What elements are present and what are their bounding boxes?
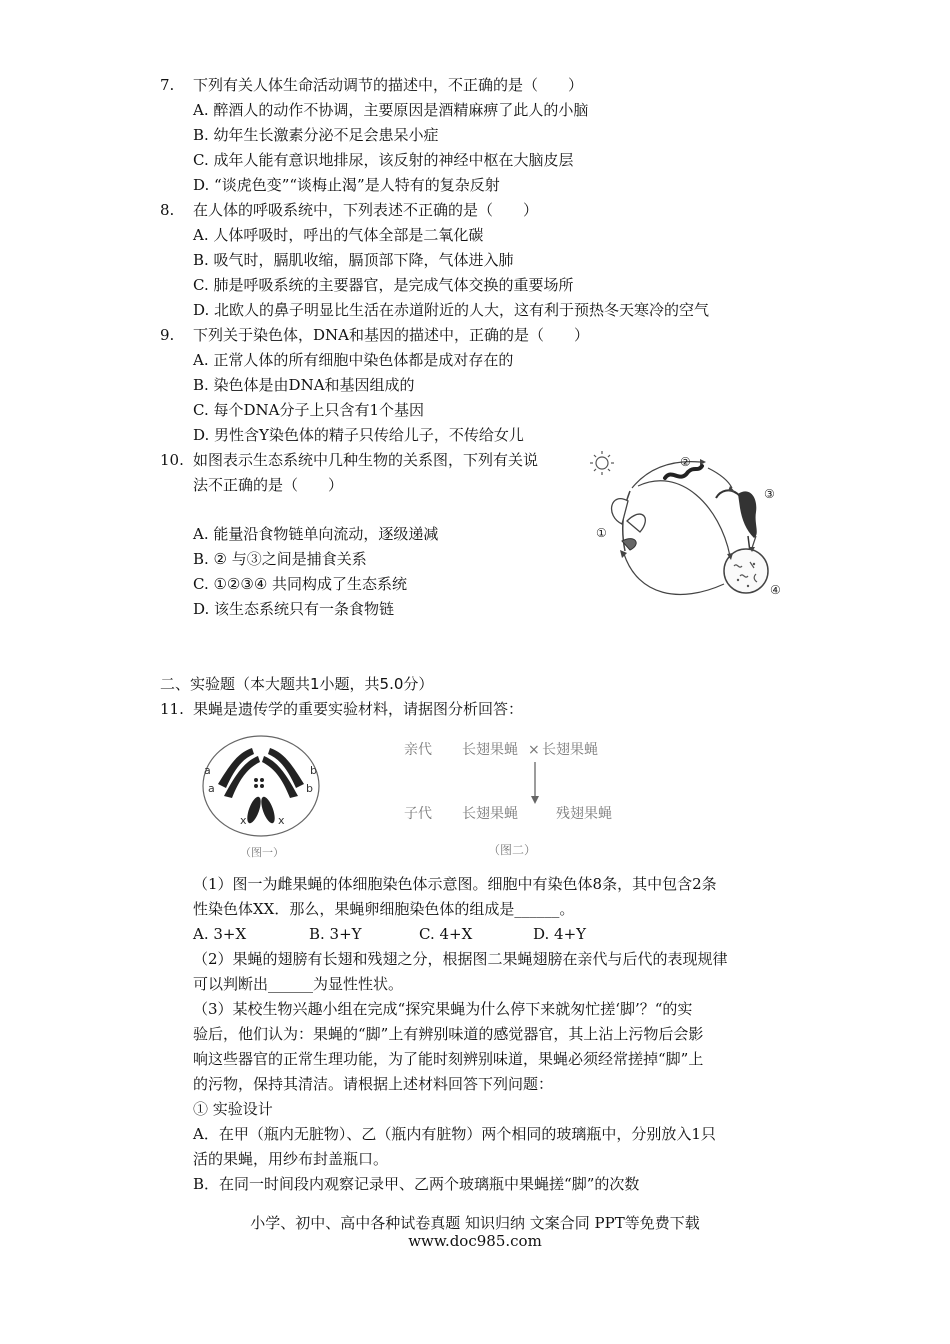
fig1-letter-x2: x [278, 814, 285, 827]
fig2-caption: （图二） [488, 843, 537, 857]
q9-option-b: B. 染色体是由DNA和基因组成的 [193, 376, 415, 394]
q10-option-d: D. 该生态系统只有一条食物链 [193, 600, 395, 618]
q11-part3-line4: 的污物，保持其清洁。请根据上述材料回答下列问题： [193, 1075, 554, 1093]
q7-stem: 下列有关人体生命活动调节的描述中，不正确的是（ ） [193, 76, 584, 94]
q11-stem: 果蝇是遗传学的重要实验材料，请据图分析回答： [193, 700, 524, 718]
q11-part1-options [193, 923, 586, 945]
q7-option-a: A. 醉酒人的动作不协调，主要原因是酒精麻痹了此人的小脑 [193, 101, 589, 119]
fig-label-4: ④ [770, 583, 781, 597]
q9-number: 9. [160, 326, 175, 344]
q10-number: 10. [160, 451, 184, 469]
fig2-parent-left: 长翅果蝇 [462, 742, 518, 758]
q8-stem: 在人体的呼吸系统中，下列表述不正确的是（ ） [193, 201, 539, 219]
fig1-letter-b2: b [306, 782, 313, 795]
q7-option-b: B. 幼年生长激素分泌不足会患呆小症 [193, 126, 439, 144]
q10-option-a: A. 能量沿食物链单向流动，逐级递减 [193, 525, 439, 543]
q10-option-b: B. ② 与③之间是捕食关系 [193, 550, 367, 568]
q8-option-a: A. 人体呼吸时，呼出的气体全部是二氧化碳 [193, 226, 484, 244]
fig1-letter-x1: x [240, 814, 247, 827]
q11-part1-option-b: B. 3+Y [309, 925, 362, 943]
q10-stem-line2: 法不正确的是（ ） [193, 476, 344, 494]
q11-step-a-line1: A．在甲（瓶内无脏物）、乙（瓶内有脏物）两个相同的玻璃瓶中，分别放入1只 [193, 1125, 716, 1143]
q11-part2-line1: （2）果蝇的翅膀有长翅和残翅之分，根据图二果蝇翅膀在亲代与后代的表现规律 [193, 950, 728, 968]
fig2-parent-label: 亲代 [404, 742, 432, 758]
fig1-caption: （图一） [240, 846, 284, 859]
q11-part1-option-d: D. 4+Y [533, 925, 587, 943]
q11-number: 11. [160, 700, 184, 718]
sun-icon [590, 451, 614, 475]
fig-label-3: ③ [764, 487, 775, 501]
fig1-letter-a2: a [208, 782, 215, 795]
footer-url[interactable]: www.doc985.com [408, 1232, 542, 1250]
cross-diagram [396, 734, 636, 862]
q11-design-title: ① 实验设计 [193, 1100, 273, 1118]
q8-number: 8. [160, 201, 175, 219]
q10-stem-line1: 如图表示生态系统中几种生物的关系图，下列有关说 [193, 451, 539, 469]
chromosome-figure [196, 728, 336, 864]
q9-option-c: C. 每个DNA分子上只含有1个基因 [193, 401, 425, 419]
fig2-child-label: 子代 [404, 806, 432, 822]
fig2-cross-symbol: × [528, 742, 540, 758]
q8-option-d: D. 北欧人的鼻子明显比生活在赤道附近的人大，这有利于预热冬天寒冷的空气 [193, 301, 710, 319]
bird-icon [716, 490, 757, 552]
q8-option-b: B. 吸气时，膈肌收缩，膈顶部下降，气体进入肺 [193, 251, 514, 269]
ecosystem-diagram [580, 446, 795, 608]
q11-part1-line1: （1）图一为雌果蝇的体细胞染色体示意图。细胞中有染色体8条，其中包含2条 [193, 875, 717, 893]
fig2-child-right: 残翅果蝇 [556, 806, 612, 822]
fig1-letter-b1: b [310, 764, 317, 777]
q11-step-a-line2: 活的果蝇，用纱布封盖瓶口。 [193, 1150, 389, 1168]
q8-option-c: C. 肺是呼吸系统的主要器官，是完成气体交换的重要场所 [193, 276, 574, 294]
footer-promo: 小学、初中、高中各种试卷真题 知识归纳 文案合同 PPT等免费下载 [250, 1214, 700, 1232]
q11-part1-line2: 性染色体XX．那么，果蝇卵细胞染色体的组成是______。 [193, 900, 575, 918]
q9-stem: 下列关于染色体，DNA和基因的描述中，正确的是（ ） [193, 326, 589, 344]
fig1-letter-a1: a [204, 764, 211, 777]
q11-part3-line2: 验后，他们认为：果蝇的“脚”上有辨别味道的感觉器官，其上沾上污物后会影 [193, 1025, 704, 1043]
q11-part1-option-a: A. 3+X [193, 925, 247, 943]
fig-label-1: ① [596, 526, 607, 540]
section-2-title: 二、实验题（本大题共1小题，共5.0分） [160, 675, 434, 693]
fig2-child-left: 长翅果蝇 [462, 806, 518, 822]
q10-option-c: C. ①②③④ 共同构成了生态系统 [193, 575, 408, 593]
q7-number: 7. [160, 76, 175, 94]
q11-part1-option-c: C. 4+X [419, 925, 473, 943]
q11-step-b: B．在同一时间段内观察记录甲、乙两个玻璃瓶中果蝇搓“脚”的次数 [193, 1175, 640, 1193]
q7-option-d: D. “谈虎色变”“谈梅止渴”是人特有的复杂反射 [193, 176, 500, 194]
fig2-parent-right: 长翅果蝇 [542, 742, 598, 758]
q7-option-c: C. 成年人能有意识地排尿，该反射的神经中枢在大脑皮层 [193, 151, 574, 169]
q9-option-a: A. 正常人体的所有细胞中染色体都是成对存在的 [193, 351, 514, 369]
q11-part2-line2: 可以判断出______为显性性状。 [193, 975, 404, 993]
q11-part3-line1: （3）某校生物兴趣小组在完成“探究果蝇为什么停下来就匆忙搓‘脚’？“的实 [193, 1000, 693, 1018]
plant-icon [612, 491, 646, 551]
fig-label-2: ② [680, 455, 691, 469]
q9-option-d: D. 男性含Y染色体的精子只传给儿子，不传给女儿 [193, 426, 524, 444]
q11-part3-line3: 响这些器官的正常生理功能，为了能时刻辨别味道，果蝇必须经常搓掉“脚”上 [193, 1050, 704, 1068]
